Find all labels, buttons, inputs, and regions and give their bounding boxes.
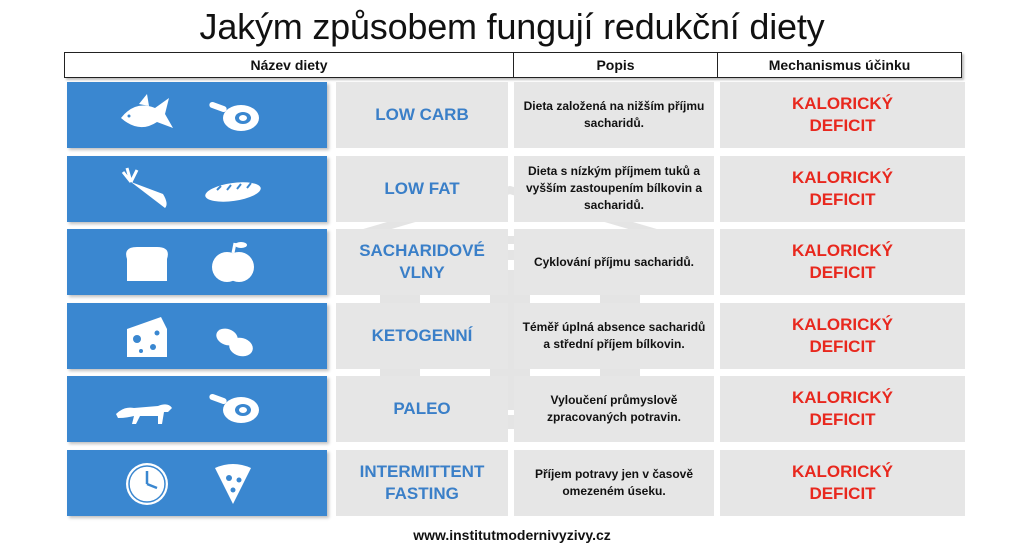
diet-description: Dieta s nízkým příjmem tuků a vyšším zastoupením bílkovin a sacharidů. — [514, 156, 714, 222]
table-row — [64, 229, 966, 295]
header-mechanism: Mechanismus účinku — [768, 57, 911, 73]
icon-cell — [67, 376, 327, 442]
icon-cell — [67, 82, 327, 148]
diet-name: KETOGENNÍ — [336, 303, 508, 369]
diet-name: LOW CARB — [336, 82, 508, 148]
baguette-icon — [203, 164, 263, 214]
diet-mechanism: KALORICKÝ DEFICIT — [720, 156, 965, 222]
table-row — [64, 82, 966, 148]
icon-cell — [67, 156, 327, 222]
icon-cell — [67, 229, 327, 295]
fish-icon — [117, 90, 177, 140]
table-header — [64, 52, 962, 78]
diet-table — [64, 82, 966, 523]
icon-cell — [67, 303, 327, 369]
panther-icon — [109, 384, 179, 434]
table-row — [64, 450, 966, 516]
header-description: Popis — [514, 53, 718, 77]
icon-cell — [67, 450, 327, 516]
table-row — [64, 376, 966, 442]
diet-mechanism: KALORICKÝ DEFICIT — [720, 303, 965, 369]
diet-description: Příjem potravy jen v časově omezeném úseku. — [514, 450, 714, 516]
clock-icon — [117, 458, 177, 508]
page-title: Jakým způsobem fungují redukční diety — [199, 6, 825, 47]
diet-name: PALEO — [336, 376, 508, 442]
footer-url: www.institutmodernivyzivy.cz — [413, 527, 611, 543]
diet-description: Vyloučení průmyslově zpracovaných potravin. — [514, 376, 714, 442]
pizza-icon — [203, 458, 263, 508]
table-row — [64, 303, 966, 369]
ham-icon — [203, 90, 263, 140]
diet-mechanism: KALORICKÝ DEFICIT — [720, 229, 965, 295]
header-diet-name: Název diety — [65, 53, 514, 77]
ham-icon — [203, 384, 263, 434]
diet-mechanism: KALORICKÝ DEFICIT — [720, 376, 965, 442]
diet-description: Téměř úplná absence sacharidů a střední příjem bílkovin. — [514, 303, 714, 369]
diet-name: SACHARIDOVÉ VLNY — [336, 229, 508, 295]
diet-name: INTERMITTENT FASTING — [336, 450, 508, 516]
bread-icon — [117, 237, 177, 287]
diet-name: LOW FAT — [336, 156, 508, 222]
diet-description: Cyklování příjmu sacharidů. — [514, 229, 714, 295]
diet-description: Dieta založená na nižším příjmu sacharidů. — [514, 82, 714, 148]
eggs-icon — [203, 311, 263, 361]
table-row — [64, 156, 966, 222]
diet-mechanism: KALORICKÝ DEFICIT — [720, 82, 965, 148]
diet-mechanism: KALORICKÝ DEFICIT — [720, 450, 965, 516]
carrot-icon — [117, 164, 177, 214]
apple-icon — [203, 237, 263, 287]
cheese-icon — [117, 311, 177, 361]
